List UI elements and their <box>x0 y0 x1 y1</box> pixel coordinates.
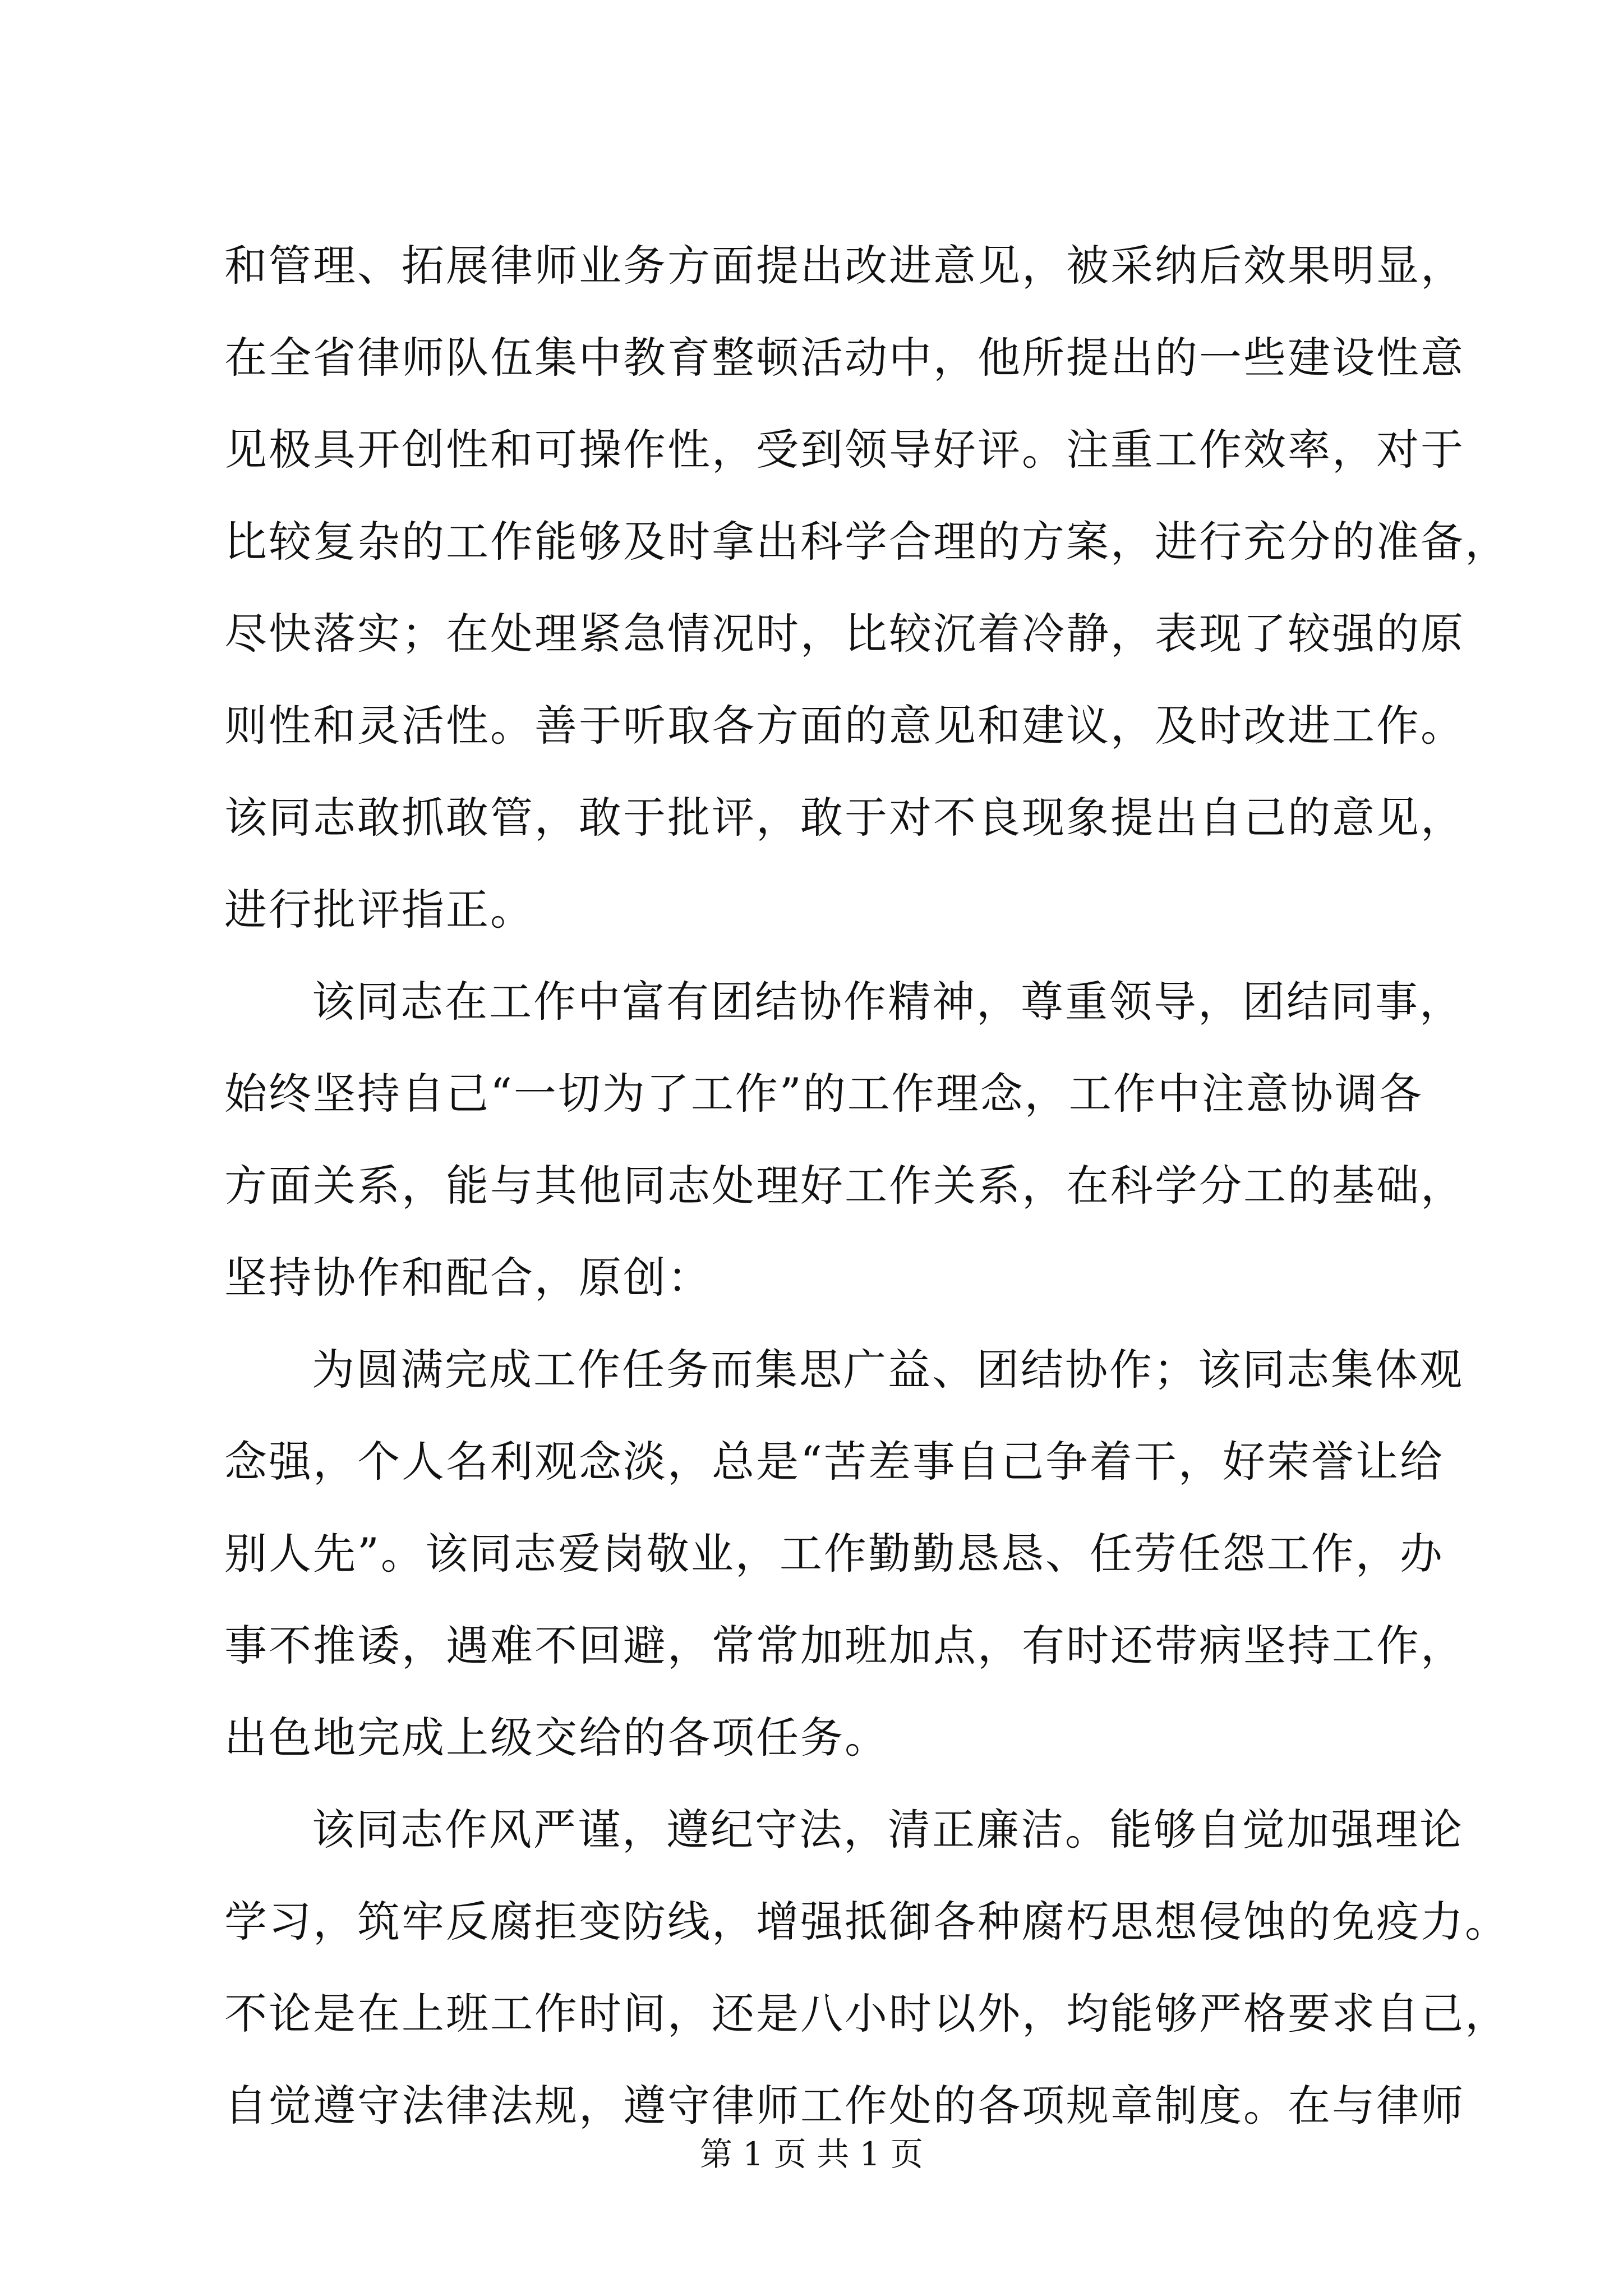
text-line: 出色地完成上级交给的各项任务。 <box>224 1713 889 1763</box>
text-line: 事不推诿，遇难不回避，常常加班加点，有时还带病坚持工作， <box>224 1621 1465 1671</box>
text-line: 自觉遵守法律法规，遵守律师工作处的各项规章制度。在与律师 <box>224 2081 1465 2131</box>
text-line: 别人先”。该同志爱岗敬业，工作勤勤恳恳、任劳任怨工作，办 <box>224 1529 1444 1579</box>
text-line: 该同志在工作中富有团结协作精神，尊重领导，团结同事， <box>312 977 1464 1027</box>
text-line: 始终坚持自己“一切为了工作”的工作理念，工作中注意协调各 <box>224 1069 1423 1119</box>
text-line: 进行批评指正。 <box>224 885 534 935</box>
text-line: 为圆满完成工作任务而集思广益、团结协作；该同志集体观 <box>312 1345 1464 1395</box>
text-line: 该同志敢抓敢管，敢于批评，敢于对不良现象提出自己的意见， <box>224 793 1465 843</box>
text-line: 则性和灵活性。善于听取各方面的意见和建议，及时改进工作。 <box>224 701 1465 751</box>
text-line: 该同志作风严谨，遵纪守法，清正廉洁。能够自觉加强理论 <box>312 1805 1464 1855</box>
text-line: 方面关系，能与其他同志处理好工作关系，在科学分工的基础， <box>224 1161 1465 1211</box>
body-text <box>224 220 1509 2152</box>
text-line: 不论是在上班工作时间，还是八小时以外，均能够严格要求自己， <box>224 1989 1509 2039</box>
page-number-footer: 第 1 页 共 1 页 <box>700 2135 923 2173</box>
text-line: 学习，筑牢反腐拒变防线，增强抵御各种腐朽思想侵蚀的免疫力。 <box>224 1897 1509 1947</box>
text-line: 和管理、拓展律师业务方面提出改进意见，被采纳后效果明显， <box>224 241 1465 291</box>
text-line: 坚持协作和配合，原创： <box>224 1253 712 1303</box>
text-line: 念强，个人名利观念淡，总是“苦差事自己争着干，好荣誉让给 <box>224 1437 1444 1487</box>
text-line: 在全省律师队伍集中教育整顿活动中，他所提出的一些建设性意 <box>224 333 1465 383</box>
text-line: 比较复杂的工作能够及时拿出科学合理的方案，进行充分的准备， <box>224 517 1509 567</box>
text-line: 尽快落实；在处理紧急情况时，比较沉着冷静，表现了较强的原 <box>224 609 1465 659</box>
text-line: 见极具开创性和可操作性，受到领导好评。注重工作效率，对于 <box>224 425 1465 475</box>
